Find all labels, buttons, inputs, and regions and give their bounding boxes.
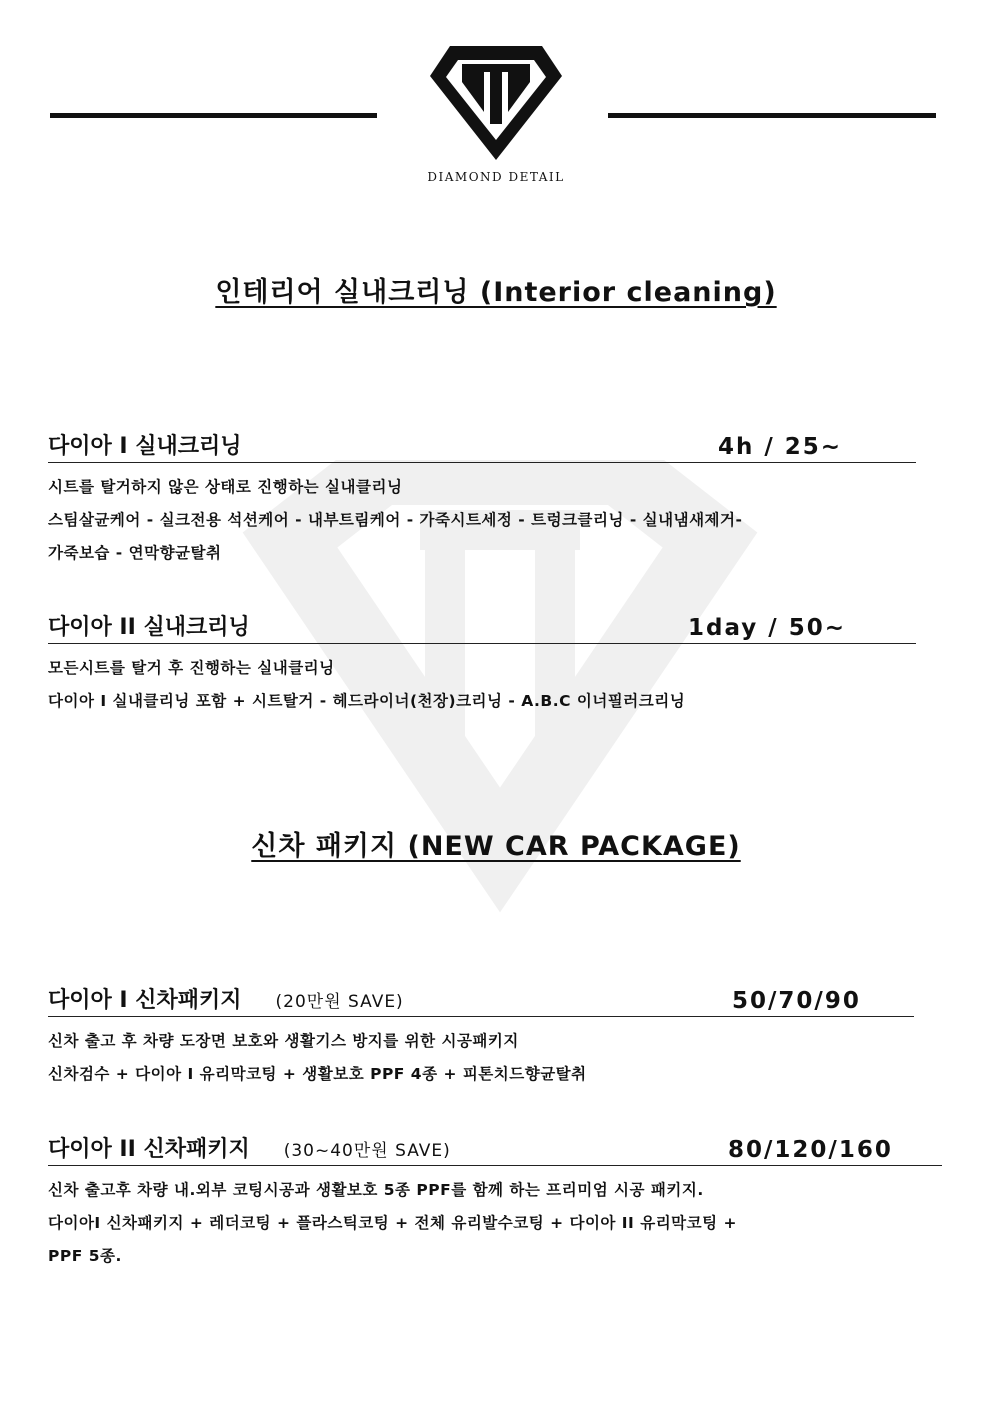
package-description [48,1025,914,1091]
description-line: 다이아I 신차패키지 + 레더코팅 + 플라스틱코팅 + 전체 유리발수코팅 + 다이아 II 유리막코팅 + [48,1214,737,1232]
description-line: 다이아 I 실내클리닝 포함 + 시트탈거 - 헤드라이너(천장)크리닝 - A.B.C 이너필러크리닝 [48,692,686,710]
description-line: 신차 출고후 차량 내.외부 코팅시공과 생활보호 5종 PPF를 함께 하는 프리미엄 시공 패키지. [48,1181,704,1199]
package-description [48,652,916,718]
description-line: 가죽보습 - 연막향균탈취 [48,544,222,562]
package-name: 다이아 I 신차패키지 (20만원 SAVE) [48,988,404,1013]
description-line: PPF 5종. [48,1247,122,1265]
package-name: 다이아 II 신차패키지 (30~40만원 SAVE) [48,1137,451,1162]
description-line: 시트를 탈거하지 않은 상태로 진행하는 실내클리닝 [48,478,403,496]
package-header [48,982,914,1017]
package-save: (30~40만원 SAVE) [283,1141,451,1161]
package-description [48,471,916,570]
package-price: 50/70/90 [732,988,861,1014]
package-name: 다이아 I 실내크리닝 [48,434,242,459]
brand-name: DIAMOND DETAIL [427,170,565,184]
package-price: 1day / 50~ [688,615,846,641]
package-header [48,428,916,463]
package-price: 4h / 25~ [718,434,843,460]
package-name: 다이아 II 실내크리닝 [48,615,250,640]
package-price: 80/120/160 [728,1137,893,1163]
description-line: 스팀살균케어 - 실크전용 석션케어 - 내부트림케어 - 가죽시트세정 - 트렁크클리닝 - 실내냄새제거- [48,511,743,529]
package-description [48,1174,942,1273]
package-interior-2 [48,609,916,718]
package-interior-1 [48,428,916,570]
package-header [48,609,916,644]
description-line: 신차 출고 후 차량 도장면 보호와 생활기스 방지를 위한 시공패키지 [48,1032,519,1050]
package-new-car-1 [48,982,914,1091]
description-line: 신차검수 + 다이아 I 유리막코팅 + 생활보호 PPF 4종 + 피톤치드향균탈취 [48,1065,587,1083]
package-new-car-2 [48,1131,942,1273]
header-rule-right [608,113,936,118]
description-line: 모든시트를 탈거 후 진행하는 실내클리닝 [48,659,335,677]
package-header [48,1131,942,1166]
section-title-interior: 인테리어 실내크리닝 (Interior cleaning) [215,277,777,308]
header-rule-left [50,113,377,118]
diamond-logo-icon [428,42,564,162]
section-title-new-car: 신차 패키지 (NEW CAR PACKAGE) [251,831,741,862]
package-save: (20만원 SAVE) [275,992,404,1012]
